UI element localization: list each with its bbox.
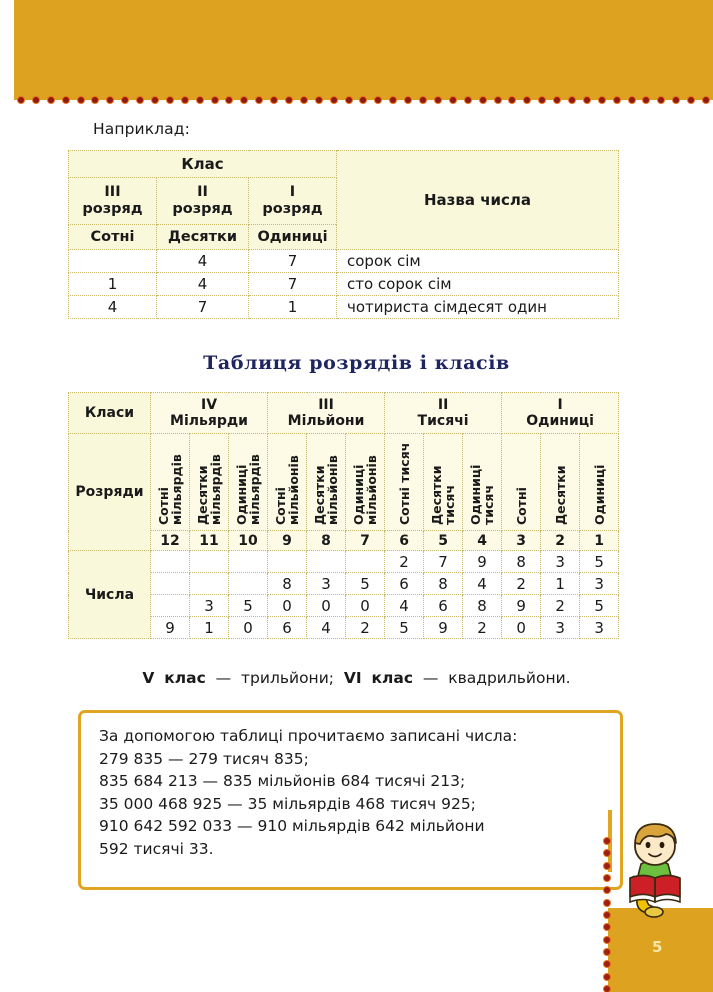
position-number: 12 xyxy=(151,531,190,551)
class-vi-word: клас xyxy=(371,669,414,687)
rank-label-text: Одиниці тисяч xyxy=(468,464,497,525)
class-v-word: клас xyxy=(164,669,206,687)
digit-cell: 3 xyxy=(307,573,346,595)
rank-label-cell xyxy=(424,434,463,531)
position-number: 6 xyxy=(385,531,424,551)
ranks-and-classes-table xyxy=(68,392,619,639)
class-header-iii xyxy=(268,393,385,434)
table-row xyxy=(69,393,619,434)
rank-label-text: Десятки мільйонів xyxy=(312,455,341,525)
class-roman: IV xyxy=(200,397,218,413)
table-row xyxy=(69,151,619,178)
class-name: Мільярди xyxy=(170,413,248,429)
table1-unit-hundreds: Сотні xyxy=(69,225,157,250)
digit-cell xyxy=(307,551,346,573)
rank-label-text: Сотні мільярдів xyxy=(156,454,184,525)
digit-cell: 5 xyxy=(346,573,385,595)
rank-label-cell xyxy=(151,434,190,531)
digit-cell: 5 xyxy=(229,595,268,617)
digit-cell: 6 xyxy=(385,573,424,595)
class-header-ii xyxy=(385,393,502,434)
rank-roman: III xyxy=(104,184,121,200)
decorative-dot xyxy=(604,974,610,980)
cell-tens: 7 xyxy=(157,296,249,319)
digit-cell: 3 xyxy=(541,551,580,573)
digit-cell: 0 xyxy=(307,595,346,617)
digit-cell xyxy=(151,573,190,595)
cell-hundreds xyxy=(69,250,157,273)
rank-label-text: Десятки тисяч xyxy=(429,465,458,525)
digit-cell: 8 xyxy=(424,573,463,595)
digit-cell xyxy=(229,573,268,595)
digit-cell: 8 xyxy=(502,551,541,573)
table2-row-label-ranks: Розряди xyxy=(69,434,151,551)
position-number: 8 xyxy=(307,531,346,551)
cell-hundreds: 4 xyxy=(69,296,157,319)
rank-label-cell xyxy=(502,434,541,531)
table1-class-header: Клас xyxy=(69,151,337,178)
rank-label-cell xyxy=(268,434,307,531)
class-name: Мільйони xyxy=(287,413,365,429)
rank-label-cell xyxy=(307,434,346,531)
table-row xyxy=(69,573,619,595)
decorative-dot xyxy=(604,986,610,992)
classes-5-6-note xyxy=(0,669,713,687)
digit-cell: 1 xyxy=(190,617,229,639)
table-row xyxy=(69,531,619,551)
digit-cell: 4 xyxy=(463,573,502,595)
class-roman: III xyxy=(318,397,334,413)
page-title: Таблиця розрядів і класів xyxy=(203,352,510,374)
digit-cell: 9 xyxy=(151,617,190,639)
class-vi-roman: VI xyxy=(343,669,362,687)
digit-cell: 0 xyxy=(229,617,268,639)
cell-tens: 4 xyxy=(157,273,249,296)
position-number: 1 xyxy=(580,531,619,551)
cell-number-name: чотириста сімдесят один xyxy=(337,296,619,319)
example-line: 279 835 — 279 тисяч 835; xyxy=(99,749,309,768)
digit-cell: 3 xyxy=(190,595,229,617)
table1-number-name-header: Назва числа xyxy=(337,151,619,250)
dash-2: — xyxy=(422,669,439,687)
rank-word: розряд xyxy=(262,201,323,217)
rank-label-text: Одиниці xyxy=(591,464,607,525)
rank-label-cell xyxy=(190,434,229,531)
class-vi-value: квадрильйони. xyxy=(448,669,571,687)
example-line: 910 642 592 033 — 910 мільярдів 642 мільйони xyxy=(99,817,485,835)
position-number: 10 xyxy=(229,531,268,551)
cell-number-name: сорок сім xyxy=(337,250,619,273)
digit-cell: 6 xyxy=(424,595,463,617)
rank-label-cell xyxy=(580,434,619,531)
boy-reading-icon xyxy=(608,816,704,928)
rank-roman: II xyxy=(197,184,208,200)
position-number: 11 xyxy=(190,531,229,551)
decorative-dot xyxy=(604,937,610,943)
example-callout-box xyxy=(78,710,623,890)
rank-label-cell xyxy=(385,434,424,531)
table1-rank-1 xyxy=(249,178,337,225)
digit-cell: 4 xyxy=(385,595,424,617)
digit-cell: 8 xyxy=(268,573,307,595)
position-number: 4 xyxy=(463,531,502,551)
decorative-dot xyxy=(604,961,610,967)
class-v-roman: V xyxy=(142,669,155,687)
table1-rank-3 xyxy=(69,178,157,225)
place-value-example-table xyxy=(68,150,619,319)
digit-cell: 2 xyxy=(541,595,580,617)
digit-cell: 2 xyxy=(346,617,385,639)
rank-word: розряд xyxy=(82,201,143,217)
digit-cell: 3 xyxy=(580,617,619,639)
digit-cell: 2 xyxy=(463,617,502,639)
rank-label-cell xyxy=(346,434,385,531)
digit-cell: 7 xyxy=(424,551,463,573)
digit-cell: 0 xyxy=(268,595,307,617)
digit-cell: 9 xyxy=(463,551,502,573)
position-number: 9 xyxy=(268,531,307,551)
rank-label-text: Сотні мільйонів xyxy=(273,455,302,525)
digit-cell xyxy=(190,551,229,573)
table-row xyxy=(69,617,619,639)
rank-word: розряд xyxy=(172,201,233,217)
digit-cell: 3 xyxy=(580,573,619,595)
position-number: 5 xyxy=(424,531,463,551)
cell-number-name: сто сорок сім xyxy=(337,273,619,296)
rank-label-cell xyxy=(229,434,268,531)
digit-cell xyxy=(190,573,229,595)
digit-cell xyxy=(229,551,268,573)
class-roman: II xyxy=(437,397,449,413)
table1-rank-2 xyxy=(157,178,249,225)
rank-label-text: Одиниці мільярдів xyxy=(234,454,263,525)
dash-1: — xyxy=(215,669,232,687)
position-number: 2 xyxy=(541,531,580,551)
example-box-text xyxy=(81,713,620,860)
table-row xyxy=(69,250,619,273)
digit-cell: 9 xyxy=(502,595,541,617)
rank-label-text: Сотні тисяч xyxy=(396,442,412,525)
cell-units: 7 xyxy=(249,250,337,273)
intro-label: Наприклад: xyxy=(93,120,190,138)
digit-cell xyxy=(346,551,385,573)
table-row xyxy=(69,595,619,617)
table2-row-label-classes: Класи xyxy=(69,393,151,434)
class-name: Одиниці xyxy=(526,413,594,429)
position-number: 7 xyxy=(346,531,385,551)
class-name: Тисячі xyxy=(417,413,469,429)
digit-cell: 0 xyxy=(502,617,541,639)
table-row xyxy=(69,551,619,573)
example-line: 835 684 213 — 835 мільйонів 684 тисячі 213; xyxy=(99,772,466,790)
example-intro: За допомогою таблиці прочитаємо записані числа: xyxy=(99,727,518,745)
class-v-value: трильйони; xyxy=(241,669,334,687)
table2-row-label-numbers: Числа xyxy=(69,551,151,639)
rank-label-cell xyxy=(541,434,580,531)
digit-cell: 5 xyxy=(385,617,424,639)
rank-roman: I xyxy=(289,184,296,200)
cell-hundreds: 1 xyxy=(69,273,157,296)
digit-cell: 2 xyxy=(502,573,541,595)
class-header-iv xyxy=(151,393,268,434)
digit-cell xyxy=(151,551,190,573)
digit-cell: 4 xyxy=(307,617,346,639)
digit-cell: 1 xyxy=(541,573,580,595)
rank-label-cell xyxy=(463,434,502,531)
cell-units: 7 xyxy=(249,273,337,296)
page-number: 5 xyxy=(652,938,663,956)
table1-unit-ones: Одиниці xyxy=(249,225,337,250)
rank-label-text: Десятки xyxy=(552,465,568,525)
example-line: 35 000 468 925 — 35 мільярдів 468 тисяч 925; xyxy=(99,794,476,813)
table-row xyxy=(69,273,619,296)
class-roman: I xyxy=(557,397,563,413)
digit-cell: 2 xyxy=(385,551,424,573)
cell-units: 1 xyxy=(249,296,337,319)
digit-cell: 6 xyxy=(268,617,307,639)
table1-unit-tens: Десятки xyxy=(157,225,249,250)
digit-cell: 9 xyxy=(424,617,463,639)
rank-label-text: Одиниці мільйонів xyxy=(351,455,380,525)
rank-label-text: Сотні xyxy=(513,487,529,525)
digit-cell: 3 xyxy=(541,617,580,639)
digit-cell: 5 xyxy=(580,551,619,573)
digit-cell: 5 xyxy=(580,595,619,617)
digit-cell: 0 xyxy=(346,595,385,617)
position-number: 3 xyxy=(502,531,541,551)
cell-tens: 4 xyxy=(157,250,249,273)
table-row xyxy=(69,296,619,319)
digit-cell: 8 xyxy=(463,595,502,617)
digit-cell xyxy=(151,595,190,617)
digit-cell xyxy=(268,551,307,573)
table-row xyxy=(69,434,619,531)
decorative-dot xyxy=(604,949,610,955)
rank-label-text: Десятки мільярдів xyxy=(195,454,223,525)
class-header-i xyxy=(502,393,619,434)
example-line: 592 тисячі 33. xyxy=(99,839,214,858)
